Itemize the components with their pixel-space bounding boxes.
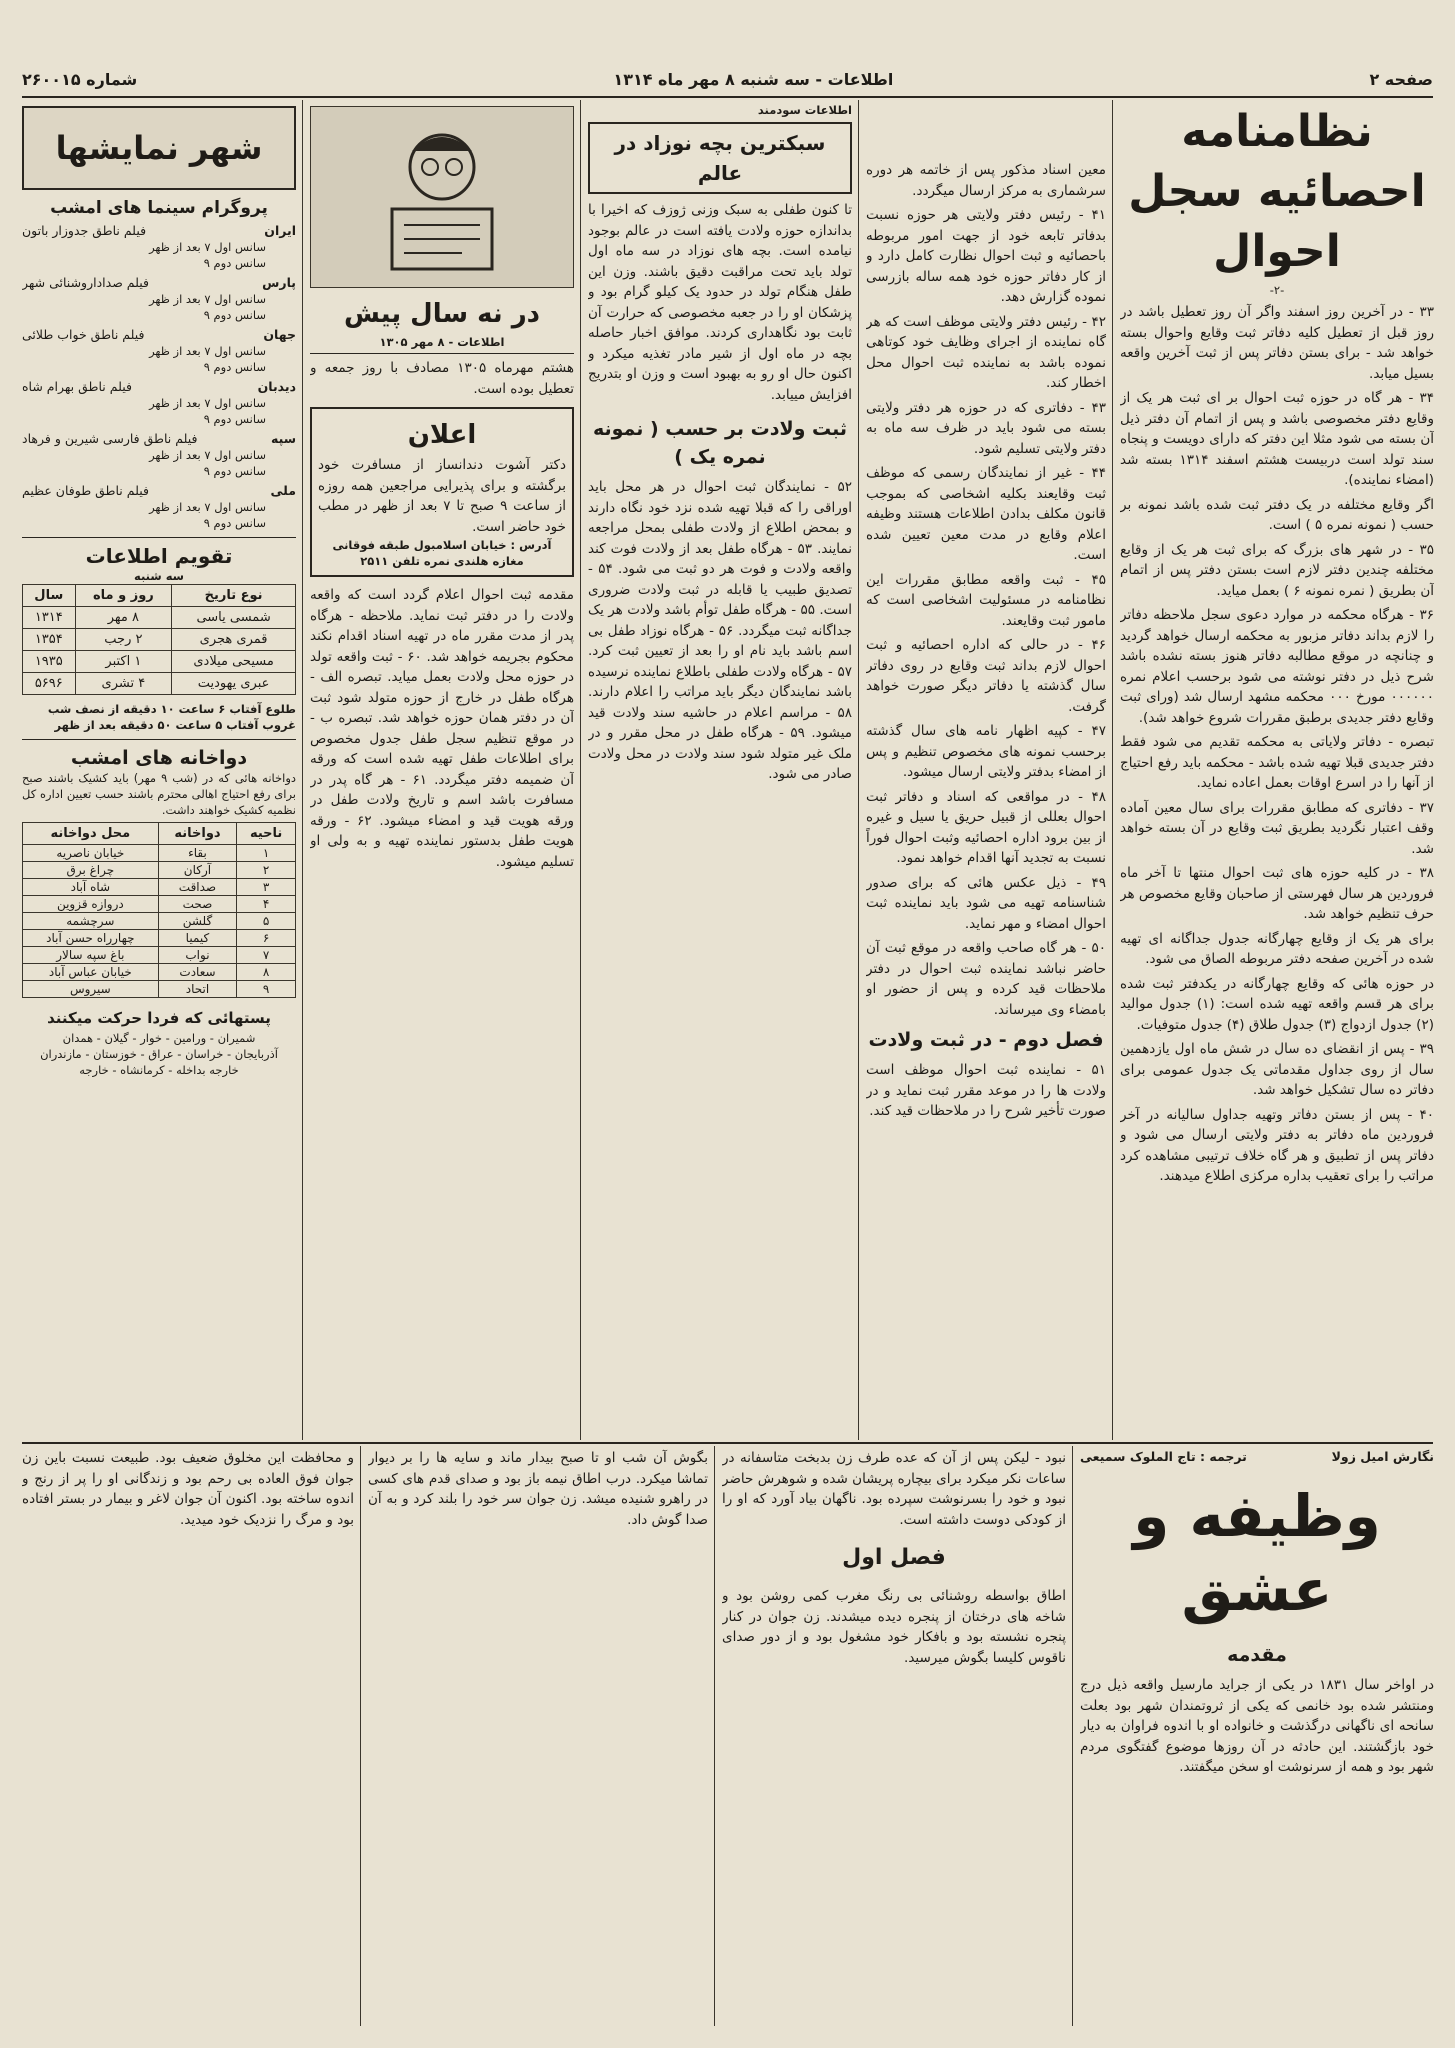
- table-cell: چهارراه حسن آباد: [23, 930, 159, 947]
- table-row: [23, 981, 296, 998]
- paragraph: ۴۵ - ثبت واقعه مطابق مقررات این نظامنامه در مسئولیت اشخاصی است که مامور ثبت وقایعند.: [866, 571, 1106, 629]
- show-time: سانس اول ۷ بعد از ظهر: [149, 292, 266, 306]
- column-body: مقدمه ثبت احوال اعلام گردد است که واقعه ولادت را در دفتر ثبت نماید. ملاحظه - هرگاه پدر از مدت مقرر ماه در تهیه اسناد اقدام نکند محکوم بجریمه خواهد شد. ۶۰ - ثبت واقعه تولد در حوزه محل ولادت بعمل میاید. تبصره الف - هرگاه طفل در خارج از حوزه متولد شود ثبت آن در دفتر همان حوزه خواهد شد. تبصره ب - در موقع تنظیم سجل طفل جدول مخصوص برای اطلاعات طفل تهیه شده است که ورقه آن ضمیمه دفتر میگردد. ۶۱ - هر گاه پدر در مسافرت باشد اسم و تاریخ ولادت طفل در ورقه هویت قید و امضاء میشود. ۶۲ - ورقه هویت طفل بدستور نماینده تهیه و به ولی او تسلیم میشود.: [310, 587, 574, 870]
- paragraph: ۴۲ - رئیس دفتر ولایتی موظف است که هر گاه نماینده از اجرای وظایف خود کوتاهی نموده باشد به نماینده ثبت احوال محل اخطار کند.: [866, 313, 1106, 391]
- page-header: [22, 64, 1433, 94]
- table-cell: ۴: [237, 896, 296, 913]
- serial-chapter: [722, 1448, 1066, 2023]
- section-heading: فصل دوم - در ثبت ولادت: [868, 1029, 1104, 1051]
- calendar-day: سه شنبه: [134, 569, 184, 583]
- table-header: دواخانه: [158, 823, 237, 845]
- table-cell: چراغ برق: [23, 862, 159, 879]
- paragraph: ۴۱ - رئیس دفتر ولایتی هر حوزه نسبت بدفاتر تابعه خود از جهت امور مربوطه باحصائیه و ثبت احوال نظارت کامل دارد و از کار دفاتر حوزه خود همه ساله بازرسی نموده گزارش دهد.: [866, 207, 1106, 305]
- column-divider: [714, 1446, 715, 2026]
- serial-text: و محافظت این مخلوق ضعیف بود. طبیعت نسبت باین زن جوان فوق العاده بی رحم بود و زندگانی او را پر از رنج و اندوه ساخته بود. اکنون آن جوان لاغر و بیمار در بستر افتاده بود و مرگ را نزدیک خود میدید.: [22, 1450, 354, 1528]
- pharmacy-title: دواخانه های امشب: [70, 747, 248, 769]
- nine-years-source: اطلاعات - ۸ مهر ۱۳۰۵: [310, 334, 574, 354]
- table-row: [23, 896, 296, 913]
- table-cell: دروازه قزوین: [23, 896, 159, 913]
- table-cell: سرچشمه: [23, 913, 159, 930]
- table-row: [23, 651, 296, 673]
- calendar-table: [22, 584, 296, 695]
- paragraph: ۳۳ - در آخرین روز اسفند واگر آن روز تعطیل باشد در روز قبل از تعطیل کلیه دفاتر ثبت وقایع واحوال بسته خواهد شد - برای بستن دفاتر پس از ثبت آخرین واقعه بسیل میابد.: [1120, 304, 1434, 382]
- table-row: [23, 947, 296, 964]
- intro-body: در اواخر سال ۱۸۳۱ در یکی از جراید مارسیل واقعه ذیل درج ومنتشر شده بود خانمی که یکی از ثروتمندان شهر بود بعلت سانحه ای ناگهانی درگذشت و خانواده او با اندوه فراوان به دیار خود بازگشتند. این حادثه در آن روزها موضوع گفتگوی مردم شهر بود و همه از سرنوشت او سخن میگفتند.: [1080, 1677, 1434, 1775]
- header-rule: [22, 96, 1433, 98]
- chapter-title: فصل اول: [842, 1545, 946, 1570]
- cinema-entry: [22, 430, 296, 479]
- serial-column: [368, 1448, 708, 2023]
- ad-title: اعلان: [407, 420, 477, 450]
- table-cell: ۱۳۱۴: [23, 607, 76, 629]
- calendar-title: تقویم اطلاعات: [85, 544, 233, 568]
- table-cell: بقاء: [158, 845, 237, 862]
- table-cell: ۲: [237, 862, 296, 879]
- table-header: نوع تاریخ: [172, 585, 296, 607]
- cinema-name: دیدبان: [257, 379, 296, 394]
- table-cell: ۴ تشری: [75, 673, 172, 695]
- column-divider: [360, 1446, 361, 2026]
- post-title: پستهائی که فردا حرکت میکنند: [47, 1009, 271, 1027]
- serial-title: وظیفه و عشق: [1133, 1482, 1381, 1624]
- show-time: سانس دوم ۹: [203, 308, 266, 322]
- paragraph: اگر وقایع مختلفه در یک دفتر ثبت شده باشد نمونه بر حسب ( نمونه نمره ۵ ) است.: [1120, 496, 1434, 533]
- table-row: [23, 607, 296, 629]
- paragraph: ۵۱ - نماینده ثبت احوال موظف است ولادت ها را در موعد مقرر ثبت نماید و در صورت تأخیر شرح را در ملاحظات قید کند.: [866, 1062, 1106, 1119]
- ad-body: دکتر آشوت دندانساز از مسافرت خود برگشته و برای پذیرایی مراجعین همه روزه از ساعت ۹ صبح تا ۷ بعد از ظهر در مطب خود حاضر است.: [318, 457, 567, 535]
- table-cell: صحت: [158, 896, 237, 913]
- table-cell: گلشن: [158, 913, 237, 930]
- paragraph: ۴۷ - کپیه اظهار نامه های سال گذشته برحسب نمونه های مخصوص تنظیم و پس از امضاء بدفتر ولایتی ارسال میشود.: [866, 723, 1106, 780]
- section-heading: ثبت ولادت بر حسب ( نمونه نمره یک ): [592, 418, 848, 468]
- table-row: [23, 845, 296, 862]
- serial-translator: ترجمه : تاج الملوک سمیعی: [1080, 1449, 1247, 1464]
- column-divider: [1072, 1446, 1073, 2026]
- table-cell: ۷: [237, 947, 296, 964]
- pharmacy-note: دواخانه هائی که در (شب ۹ مهر) باید کشیک باشند صبح برای رفع احتیاج اهالی محترم باشند حسب تعیین اداره کل نظمیه کشیک خواهند داشت.: [22, 771, 296, 817]
- nine-years-title: در نه سال پیش: [343, 299, 540, 329]
- film-title: فیلم ناطق بهرام شاه: [22, 379, 132, 394]
- table-row: [23, 964, 296, 981]
- table-cell: اتحاد: [158, 981, 237, 998]
- table-cell: مسیحی میلادی: [172, 651, 296, 673]
- film-title: فیلم ناطق جدوزار باتون: [22, 223, 147, 238]
- chapter-body: اطاق بواسطه روشنائی بی رنگ مغرب کمی روشن بود و شاخه های درختان از پنجره دیده میشدند. زن جوان در کنار پنجره نشسته بود و بافکار خود مشغول بود و از دور صدای ناقوس کلیسا بگوش میرسید.: [722, 1588, 1066, 1666]
- paragraph: ۳۸ - در کلیه حوزه های ثبت احوال منتها تا آخر ماه فروردین هر سال فهرستی از صاحبان وقایع مخصوص هر حرف تنظیم خواهد شد.: [1120, 865, 1434, 922]
- paragraph: ۳۴ - هر گاه در حوزه ثبت احوال بر ای ثبت هر یک از وقایع دفتر مخصوصی باشد و پس از اتمام آن دفتر ذیل آن بسته می شود مثلا این دفتر که دارای دویست و پنجاه سند تولد است دربیست هشتم اسفند ۱۳۱۴ بسته شد (امضاء نماینده).: [1120, 390, 1434, 488]
- article-body: تا کنون طفلی به سبک وزنی ژوزف که اخیرا با بداندازه حوزه ولادت یافته است در عالم بوجود نیامده است. بچه های نوزاد در سه ماه اول تولد باید تحت مراقبت دقیق باشند. وزن این طفل هنگام تولد در حدود یک کیلو گرام بود و پزشکان او را در جعبه مخصوصی که حرارت آن ثابت بود نگاهداری کردند. موافق اخبار حاصله بچه در ماه اول از شیر مادر تغذیه میکرد و اکنون حال او رو به بهبود است و وزن او بتدریج افزایش مییابد.: [588, 202, 852, 403]
- table-cell: ۱ اکتبر: [75, 651, 172, 673]
- table-row: [23, 862, 296, 879]
- paragraph: تبصره - دفاتر ولایاتی به محکمه تقدیم می شود فقط دفتر جدیدی قبلا تهیه شده باشد - محکمه باید رفع احتیاج از آنها را در اسرع اوقات بعمل اعاده نماید.: [1120, 734, 1434, 791]
- show-time: سانس اول ۷ بعد از ظهر: [149, 500, 266, 514]
- table-header: سال: [23, 585, 76, 607]
- table-cell: شمسی یاسی: [172, 607, 296, 629]
- paragraph: ۳۷ - دفاتری که مطابق مقررات برای سال معین آماده وقف اعتبار نگردید بطریق ثبت وقایع در آن بسته خواهد شد.: [1120, 799, 1434, 857]
- paragraph: برای هر یک از وقایع چهارگانه جدول جداگانه ای تهیه شده در آخرین صفحه دفتر مربوطه الصاق می شود.: [1120, 930, 1434, 967]
- cinema-name: پارس: [262, 275, 296, 290]
- dentist-ad: [310, 407, 574, 577]
- post-line: شمیران - ورامین - خوار - گیلان - همدان: [62, 1031, 256, 1045]
- cinema-list: [22, 222, 296, 531]
- cinema-entry: [22, 326, 296, 375]
- paragraph: ۴۰ - پس از بستن دفاتر وتهیه جداول سالیانه در آخر فروردین ماه دفاتر به دفتر ولایتی ارسال می شود و دفاتر پس از تطبیق و هر گاه خلاف ترتیبی مشاهده کرد مراتب را برای تعقیب بداره مرکزی اطلاع میدهند.: [1120, 1106, 1434, 1184]
- table-row: [23, 913, 296, 930]
- serial-text: بگوش آن شب او تا صبح بیدار ماند و سایه ها را بر دیوار تماشا میکرد. درب اطاق نیمه باز بود و صدای قدم های کسی در راهرو شنیده میشد. زن جوان سر خود را بلند کرد و به آن صدا گوش داد.: [368, 1450, 708, 1528]
- paragraph: ۴۴ - غیر از نمایندگان رسمی که موظف ثبت وقایعند بکلیه اشخاصی که بموجب قانون مکلف بدادن اطلاعات هستند وظیفه اعلام وقایع در مدت معین تعیین شده است.: [866, 465, 1106, 563]
- show-time: سانس دوم ۹: [203, 464, 266, 478]
- paragraph: در حوزه هائی که وقایع چهارگانه در یکدفتر ثبت شده برای هر قسم واقعه تهیه شده است: (۱) جدول موالید (۲) جدول ازدواج (۳) جدول طلاق (۴) جدول متوفیات.: [1120, 975, 1434, 1033]
- cinema-program-title: پروگرام سینما های امشب: [50, 198, 268, 218]
- main-article: [1120, 102, 1434, 1437]
- film-title: فیلم ناطق فارسی شیرین و فرهاد: [22, 431, 198, 446]
- show-time: سانس دوم ۹: [203, 360, 266, 374]
- show-time: سانس دوم ۹: [203, 516, 266, 530]
- nine-years-body: هشتم مهرماه ۱۳۰۵ مصادف با روز جمعه و تعطیل بوده است.: [310, 360, 574, 397]
- post-line: خارجه بداخله - کرمانشاه - خارجه: [79, 1063, 239, 1077]
- paragraph: ۳۵ - در شهر های بزرگ که برای ثبت هر یک از وقایع مختلفه چندین دفتر لازم است بستن دفتر پس از اتمام آن بطریق ( نمره نمونه ۶ ) بعمل میاید.: [1120, 541, 1434, 599]
- table-cell: ۶: [237, 930, 296, 947]
- paragraph: ۴۸ - در مواقعی که اسناد و دفاتر ثبت احوال بعللی از قبیل حریق یا سیل و غیره از بین برود اداره احصائیه وثبت احوال فوراً نسبت به تجدید آنها اقدام خواهد نمود.: [866, 788, 1106, 866]
- table-cell: خیابان عباس آباد: [23, 964, 159, 981]
- cinema-name: سپه: [271, 431, 296, 446]
- paragraph: ۴۹ - ذیل عکس هائی که برای صدور شناسنامه تهیه می شود باید نماینده ثبت احوال امضاء و مهر نماید.: [866, 874, 1106, 932]
- cinema-name: ایران: [264, 223, 296, 238]
- table-row: [23, 585, 296, 607]
- serial-intro: [1080, 1448, 1434, 2023]
- column-divider: [580, 100, 581, 1440]
- section-body: ۵۲ - نمایندگان ثبت احوال در هر محل باید اوراقی را که قبلا تهیه شده نزد خود نگاه دارند و بمحض اطلاع از ولادت طفلی بمحل مراجعه نمایند. ۵۳ - هرگاه طفل بعد از ولادت فوت کند واقعه ولادت و فوت هر دو ثبت می شود. ۵۴ - تصدیق طبیب یا قابله در ثبت ولادت ضروری است. ۵۵ - هرگاه طفل توأم باشد ولادت هر یک جداگانه ثبت میگردد. ۵۶ - هرگاه نوزاد طفل بی اسم باشد باید نام او را بعد از تعیین ثبت کرد. ۵۷ - هرگاه ولادت طفلی باطلاع نماینده نرسیده باشد نمایندگان دیگر باید مراتب را اعلام دارند. ۵۸ - مراسم اعلام در حاشیه سند ولادت قید میشود. ۵۹ - هرگاه طفل در محل مقرر و در ملک غیر متولد شود سند ولادت در محل ولادت صادر می شود.: [588, 479, 852, 782]
- serial-text: نبود - لیکن پس از آن که عده طرف زن بدبخت متاسفانه در ساعات نکر میکرد برای بیچاره پریشان شده و شوهرش حاضر نبود و خود را بسرنوشت سپرده بود. ناگهان بیاد آورد که او را از کودکی دوست داشته است.: [722, 1450, 1066, 1528]
- cinema-entry: [22, 274, 296, 323]
- table-cell: آرکان: [158, 862, 237, 879]
- table-cell: ۱: [237, 845, 296, 862]
- article-continuation: [866, 160, 1106, 1437]
- article-title: سبکترین بچه نوزاد در عالم: [614, 131, 826, 185]
- page-label: صفحه ۲: [1369, 69, 1433, 89]
- main-article-body: [1120, 302, 1434, 1187]
- table-cell: ۵۶۹۶: [23, 673, 76, 695]
- show-time: سانس اول ۷ بعد از ظهر: [149, 240, 266, 254]
- paragraph: ۳۹ - پس از انقضای ده سال در شش ماه اول یازدهمین سال از روی جداول مقدماتی یک جدول عمومی برای دفاتر ده سال تشکیل خواهد شد.: [1120, 1041, 1434, 1098]
- useful-info-column: [588, 102, 852, 1437]
- serial-column: [22, 1448, 354, 2023]
- sunset-time: غروب آفتاب ۵ ساعت ۵۰ دقیقه بعد از ظهر: [54, 718, 296, 732]
- table-header: محل دواخانه: [23, 823, 159, 845]
- film-title: فیلم صداداروشنائی شهر: [22, 275, 149, 290]
- paragraph: معین اسناد مذکور پس از خاتمه هر دوره سرشماری به مرکز ارسال میگردد.: [866, 162, 1106, 199]
- table-cell: سعادت: [158, 964, 237, 981]
- nine-years-column: [310, 102, 574, 1437]
- show-time: سانس دوم ۹: [203, 412, 266, 426]
- cinema-name: جهان: [263, 327, 296, 342]
- table-cell: ۸ مهر: [75, 607, 172, 629]
- table-cell: شاه آباد: [23, 879, 159, 896]
- ad-address: آدرس : خیابان اسلامبول طبقه فوقانی مغازه هلندی نمره تلفن ۲۵۱۱: [332, 538, 552, 568]
- paragraph: ۳۶ - هرگاه محکمه در موارد دعوی سجل ملاحظه دفاتر را لازم بداند دفاتر مزبور به محکمه ارسال خواهد گردید و چنانچه در موقع مطالبه دفاتر هنوز بسته نشده باشد شرح ذیل در دفتر نوشته می شود برحسب اعلام نمره ۰۰۰۰۰۰ مورخ ۰۰۰ محکمه مشهد ارسال شد (ورای ثبت وقایع دفتر جدیدی برطبق مقررات شروع خواهد شد).: [1120, 607, 1434, 726]
- table-cell: ۱۳۵۴: [23, 629, 76, 651]
- cinema-name: ملی: [270, 483, 296, 498]
- paragraph: ۴۳ - دفاتری که در حوزه هر دفتر ولایتی بسته می شود باید در ظرف سه ماه به دفتر ولایتی تسلیم شود.: [866, 399, 1106, 457]
- table-cell: ۵: [237, 913, 296, 930]
- theatre-logo: [22, 106, 296, 190]
- show-time: سانس اول ۷ بعد از ظهر: [149, 344, 266, 358]
- intro-label: مقدمه: [1227, 1644, 1287, 1666]
- table-cell: عبری یهودیت: [172, 673, 296, 695]
- sunrise-time: طلوع آفتاب ۶ ساعت ۱۰ دقیقه از نصف شب: [47, 702, 296, 716]
- man-reading-icon: [352, 117, 532, 277]
- serial-author: نگارش امیل زولا: [1331, 1449, 1434, 1464]
- kicker: اطلاعات سودمند: [757, 103, 852, 117]
- paragraph: ۴۶ - در حالی که اداره احصائیه و ثبت احوال لازم بداند ثبت وقایع در روی دفاتر سال گذشته یا دفاتر دیگر صورت خواهد گرفت.: [866, 637, 1106, 715]
- table-row: [23, 629, 296, 651]
- table-row: [23, 673, 296, 695]
- issue-number: شماره ۲۶۰۰۱۵: [22, 69, 138, 89]
- table-row: [23, 930, 296, 947]
- cinema-entry: [22, 222, 296, 271]
- film-title: فیلم ناطق طوفان عظیم: [22, 483, 149, 498]
- cartoon-illustration: [310, 106, 574, 288]
- header-date: اطلاعات - سه شنبه ۸ مهر ماه ۱۳۱۴: [613, 69, 894, 89]
- column-divider: [1112, 100, 1113, 1440]
- show-time: سانس دوم ۹: [203, 256, 266, 270]
- table-cell: باغ سپه سالار: [23, 947, 159, 964]
- paragraph: ۵۰ - هر گاه صاحب واقعه در موقع ثبت آن حاضر نباشد نماینده ثبت احوال در دفتر ملاحظات قید کرده و پس از حضور او بامضاء وی میرساند.: [866, 940, 1106, 1018]
- column-divider: [858, 100, 859, 1440]
- cinema-entry: [22, 482, 296, 531]
- table-cell: کیمیا: [158, 930, 237, 947]
- logo-text: شهر نمایشها: [55, 129, 263, 167]
- show-time: سانس اول ۷ بعد از ظهر: [149, 448, 266, 462]
- table-cell: سیروس: [23, 981, 159, 998]
- pharmacy-table: [22, 822, 296, 998]
- table-row: [23, 823, 296, 845]
- show-time: سانس اول ۷ بعد از ظهر: [149, 396, 266, 410]
- column-divider: [302, 100, 303, 1440]
- sidebar: [22, 102, 296, 1437]
- main-article-number: -۲-: [1269, 283, 1285, 297]
- main-article-title: نظامنامه احصائیه سجل احوال: [1128, 106, 1426, 277]
- film-title: فیلم ناطق خواب طلائی: [22, 327, 145, 342]
- table-header: روز و ماه: [75, 585, 172, 607]
- post-line: آذربایجان - خراسان - عراق - خوزستان - مازندران: [40, 1047, 278, 1061]
- table-header: ناحیه: [237, 823, 296, 845]
- cinema-entry: [22, 378, 296, 427]
- table-cell: ۱۹۳۵: [23, 651, 76, 673]
- table-cell: نواب: [158, 947, 237, 964]
- table-cell: ۲ رجب: [75, 629, 172, 651]
- table-cell: ۹: [237, 981, 296, 998]
- table-cell: ۸: [237, 964, 296, 981]
- table-cell: ۳: [237, 879, 296, 896]
- table-cell: قمری هجری: [172, 629, 296, 651]
- table-cell: خیابان ناصریه: [23, 845, 159, 862]
- table-row: [23, 879, 296, 896]
- table-cell: صداقت: [158, 879, 237, 896]
- serial-rule: [22, 1442, 1433, 1444]
